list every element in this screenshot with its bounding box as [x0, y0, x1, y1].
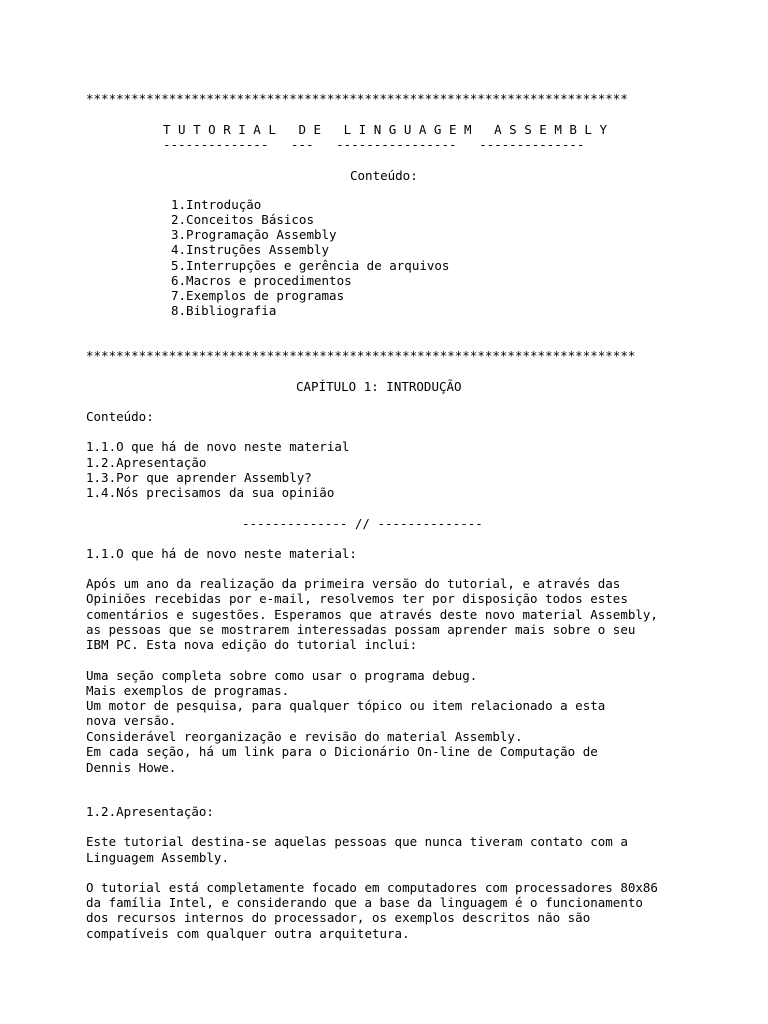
toc-item: 3.Programação Assembly	[171, 227, 337, 242]
section-heading: 1.2.Apresentação:	[86, 804, 214, 819]
paragraph-line: comentários e sugestões. Esperamos que através deste novo material Assembly,	[86, 607, 658, 622]
paragraph-line: Após um ano da realização da primeira versão do tutorial, e através das	[86, 576, 621, 591]
toc-item: 7.Exemplos de programas	[171, 288, 345, 303]
paragraph-line: compatíveis com qualquer outra arquitetura.	[86, 926, 410, 941]
toc-item: 5.Interrupções e gerência de arquivos	[171, 258, 450, 273]
list-line: Um motor de pesquisa, para qualquer tópico ou item relacionado a esta	[86, 698, 606, 713]
paragraph-line: Este tutorial destina-se aquelas pessoas que nunca tiveram contato com a	[86, 834, 628, 849]
toc-item: 1.Introdução	[171, 197, 262, 212]
toc-item: 6.Macros e procedimentos	[171, 273, 352, 288]
paragraph-line: IBM PC. Esta nova edição do tutorial inclui:	[86, 637, 418, 652]
chapter-toc-item: 1.2.Apresentação	[86, 455, 207, 470]
toc-item: 4.Instruções Assembly	[171, 242, 330, 257]
section-heading: 1.1.O que há de novo neste material:	[86, 546, 357, 561]
list-line: Mais exemplos de programas.	[86, 683, 290, 698]
paragraph-line: dos recursos internos do processador, os exemplos descritos não são	[86, 910, 591, 925]
section-separator: -------------- // --------------	[242, 516, 483, 531]
paragraph-line: Linguagem Assembly.	[86, 850, 229, 865]
document-title: T U T O R I A L D E L I N G U A G E M A S S E M B L Y	[163, 122, 608, 137]
title-underline: -------------- --- ---------------- --------------	[163, 137, 585, 152]
contents-heading: Conteúdo:	[350, 168, 418, 183]
list-line: Uma seção completa sobre como usar o programa debug.	[86, 668, 478, 683]
paragraph-line: Opiniões recebidas por e-mail, resolvemos ter por disposição todos estes	[86, 591, 628, 606]
chapter-toc-item: 1.3.Por que aprender Assembly?	[86, 470, 312, 485]
list-line: Considerável reorganização e revisão do material Assembly.	[86, 729, 523, 744]
stars-divider-mid: *************************************************************************	[86, 348, 636, 363]
paragraph-line: as pessoas que se mostrarem interessadas possam aprender mais sobre o seu	[86, 622, 636, 637]
toc-item: 2.Conceitos Básicos	[171, 212, 314, 227]
chapter-title: CAPÍTULO 1: INTRODUÇÃO	[296, 379, 462, 394]
paragraph-line: O tutorial está completamente focado em computadores com processadores 80x86	[86, 880, 658, 895]
list-line: Em cada seção, há um link para o Dicionário On-line de Computação de	[86, 744, 598, 759]
stars-divider-top: ************************************************************************	[86, 91, 628, 106]
chapter-contents-heading: Conteúdo:	[86, 409, 154, 424]
list-line: Dennis Howe.	[86, 760, 177, 775]
paragraph-line: da família Intel, e considerando que a base da linguagem é o funcionamento	[86, 895, 643, 910]
toc-item: 8.Bibliografia	[171, 303, 277, 318]
list-line: nova versão.	[86, 713, 177, 728]
chapter-toc-item: 1.1.O que há de novo neste material	[86, 439, 350, 454]
chapter-toc-item: 1.4.Nós precisamos da sua opinião	[86, 485, 335, 500]
